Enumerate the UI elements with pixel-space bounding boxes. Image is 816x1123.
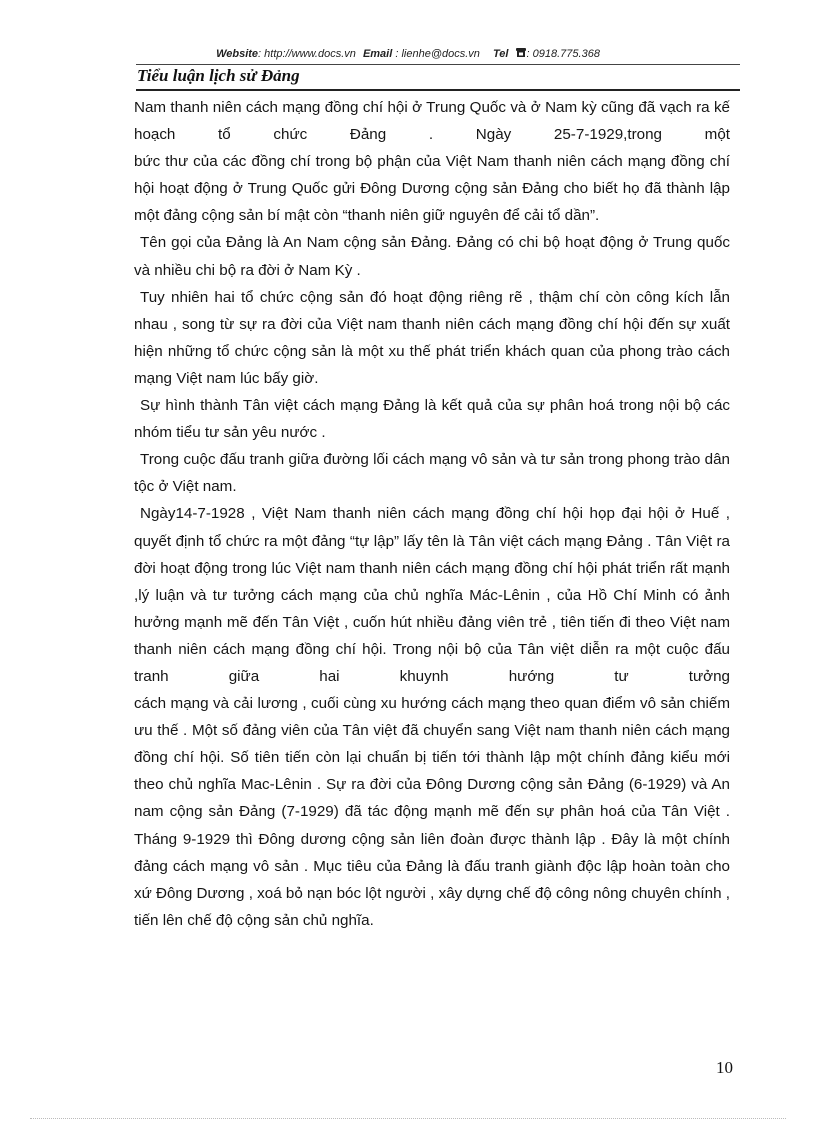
email-address[interactable]: : lienhe@docs.vn <box>392 48 480 60</box>
header-divider <box>136 64 740 65</box>
tel-number: : 0918.775.368 <box>526 48 600 60</box>
page-number: 10 <box>716 1058 733 1077</box>
tel-label: Tel <box>492 48 509 60</box>
email-label: Email <box>362 48 393 60</box>
paragraph: Nam thanh niên cách mạng đồng chí hội ở Trung Quốc và ở Nam kỳ cũng đã vạch ra kế hoạch tổ chức Đảng . Ngày 25-7-1929,trong một <box>134 99 730 144</box>
paragraph: Sự hình thành Tân việt cách mạng Đảng là kết quả của sự phân hoá trong nội bộ các nhóm tiểu tư sản yêu nước . <box>134 397 730 442</box>
website-label: Website <box>216 48 259 60</box>
paragraph: Ngày14-7-1928 , Việt Nam thanh niên cách mạng đồng chí hội họp đại hội ở Huế , quyết định tổ chức ra một đảng “tự lập” lấy tên là Tân việt cách mạng Đảng . Tân Việt ra đời hoạt động trong lúc Việt nam thanh niên cách mạng đồng chí hội phát triển rất mạnh ,lý luận và tư tưởng cách mạng của chủ nghĩa Mác-Lênin , của Hồ Chí Minh có ảnh hưởng mạnh mẽ đến Tân Việt , cuốn hút nhiều đảng viên trẻ , tiên tiến đi theo Việt nam thanh niên cách mạng đồng chí hội. Trong nội bộ của Tân việt diễn ra một cuộc đấu tranh giữa hai khuynh hướng tư tưởng <box>134 505 730 685</box>
paragraph: cách mạng và cải lương , cuối cùng xu hướng cách mạng theo quan điểm vô sản chiếm ưu thế . Một số đảng viên của Tân việt đã chuyển sang Việt nam thanh niên cách mạng đồng chí hội. Số tiên tiến còn lại chuẩn bị tiến tới thành lập một chính đảng kiểu mới theo chủ nghĩa Mac-Lênin . Sự ra đời của Đông Dương cộng sản Đảng (6-1929) và An nam cộng sản Đảng (7-1929) đã tác động mạnh mẽ đến sự phân hoá của Tân Việt . Tháng 9-1929 thì Đông dương cộng sản liên đoàn được thành lập . Đây là một chính đảng cách mạng vô sản . Mục tiêu của Đảng là đấu tranh giành độc lập hoàn toàn cho xứ Đông Dương , xoá bỏ nạn bóc lột người , xây dựng chế độ công nông chuyên chính , tiến lên chế độ cộng sản chủ nghĩa. <box>134 695 730 929</box>
paragraph: Tuy nhiên hai tổ chức cộng sản đó hoạt động riêng rẽ , thậm chí còn công kích lẫn nhau , song từ sự ra đời của Việt nam thanh niên cách mạng đồng chí hội đến sự xuất hiện những tổ chức cộng sản là một xu thế phát triển khách quan của phong trào cách mạng Việt nam lúc bấy giờ. <box>134 288 730 387</box>
paragraph: Tên gọi của Đảng là An Nam cộng sản Đảng. Đảng có chi bộ hoạt động ở Trung quốc và nhiều chi bộ ra đời ở Nam Kỳ . <box>134 234 730 279</box>
page-bottom-border <box>30 1118 786 1119</box>
document-title: Tiểu luận lịch sử Đảng <box>137 66 300 85</box>
website-url[interactable]: : http://www.docs.vn <box>258 48 356 60</box>
paragraph: bức thư của các đồng chí trong bộ phận của Việt Nam thanh niên cách mạng đồng chí hội hoạt động ở Trung Quốc gửi Đông Dương cộng sản Đảng cho biết họ đã thành lập một đảng cộng sản bí mật còn “thanh niên giữ nguyên để cải tổ dần”. <box>134 153 730 225</box>
document-body <box>134 94 730 934</box>
paragraph: Trong cuộc đấu tranh giữa đường lối cách mạng vô sản và tư sản trong phong trào dân tộc ở Việt nam. <box>134 451 730 496</box>
site-header <box>0 47 816 61</box>
title-divider <box>136 89 740 91</box>
telephone-icon <box>515 47 527 61</box>
